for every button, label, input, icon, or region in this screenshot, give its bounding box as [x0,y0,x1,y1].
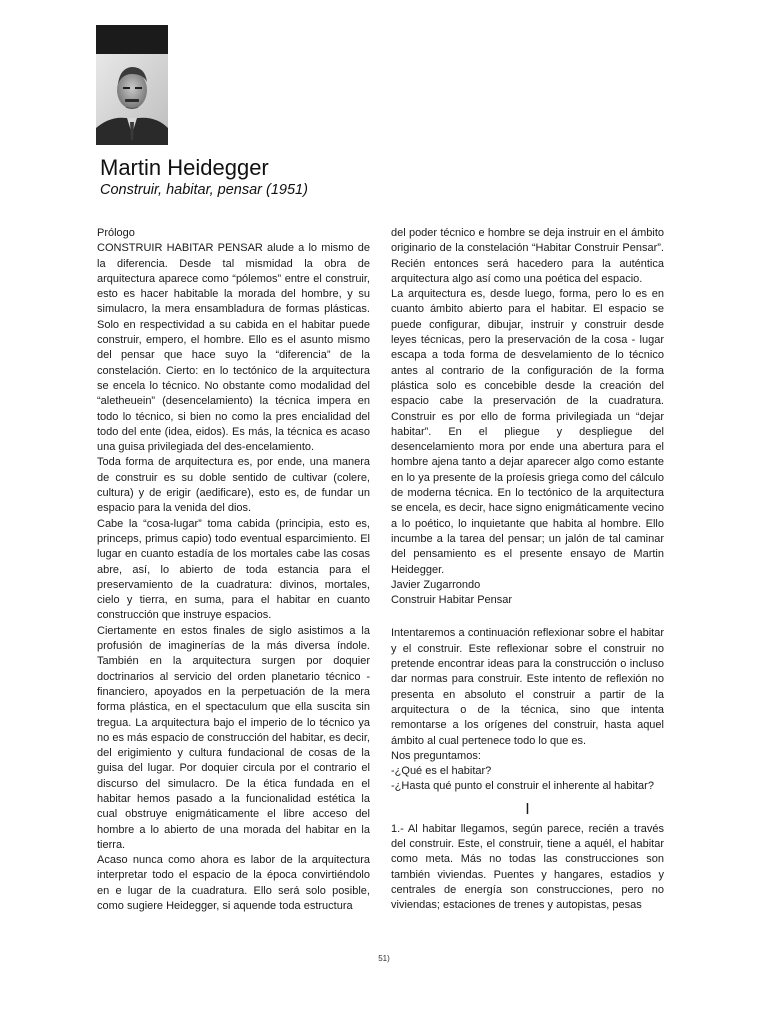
title-block [100,155,308,199]
paragraph: La arquitectura es, desde luego, forma, pero lo es en cuanto ámbito abierto para el habitar. El espacio se puede configurar, dibujar, instruir y construir desde leyes técnicas, pero la preservación de la cosa - lugar escapa a toda forma de desvelamiento de lo técnico antes al contrario de la configuración de la forma plástica solo es concebible desde la creación del espacio cabe la preservación de la cuadratura. Construir es por ello de forma privilegiada un “dejar habitar”. En el pliegue y despliegue del desencelamiento mora por ende una abertura para el hombre ajena tanto a dejar aparecer algo como estante en lo ya presente de la proíesis griega como del cálculo de moderna técnica. En lo tectónico de la arquitectura se encela, es decir, hace signo enigmáticamente vecino a lo poético, lo inquietante que habita al hombre. Ello incumbe a la tarea del pensar; un jalón de tal caminar del pensamiento es el presente ensayo de Martin Heidegger. [391,288,664,576]
paragraph: Cabe la “cosa-lugar” toma cabida (principia, esto es, princeps, primus capio) todo eventual esparcimiento. El lugar en cuanto estadía de los mortales cabe las cosas abre, así, lo abierto de toda estancia para el preservamiento de la cuadratura: divinos, mortales, cielo y tierra, en suma, para el habitar en cuanto construcción que instruye espacios. [97,517,370,622]
paragraph: 1.- Al habitar llegamos, según parece, recién a través del construir. Este, el construir, tiene a aquél, el habitar como meta. Más no todas las construcciones son también viviendas. Puentes y hangares, estadios y centrales de energía son construcciones, pero no viviendas; estaciones de trenes y autopistas, pesas [391,822,664,912]
page-number: 51) [378,954,390,963]
paragraph: Acaso nunca como ahora es labor de la arquitectura interpretar todo el espacio de la época convirtiéndolo en e lugar de la cuadratura. Ello será solo posible, como sugiere Heidegger, si aquende toda estructura [97,854,370,913]
essay-subtitle: Construir, habitar, pensar (1951) [100,182,308,198]
paragraph: Nos preguntamos: [391,749,481,762]
essay-title-line: Construir Habitar Pensar [391,594,513,607]
signature-name: Javier Zugarrondo [391,578,481,591]
left-column [97,226,370,914]
paragraph: Intentaremos a continuación reflexionar sobre el habitar y el construir. Este reflexionar sobre el construir no pretende encontrar ideas para la construcción o incluso dar normas para construir. Este intento de reflexión no presenta en absoluto el construir a partir de la arquitectura o de la técnica, sino que intenta remontarse a los orígenes del construir, hasta aquel ámbito al cual pertenece todo lo que es. [391,627,664,747]
paragraph: CONSTRUIR HABITAR PENSAR alude a lo mismo de la diferencia. Desde tal mismidad la obra de arquitectura aparece como “pólemos” entre el construir, esto es hacer habitable la morada del hombre, y su simulacro, la mera ensambladura de formas plásticas. Solo en respectividad a su cabida en el habitar puede construir, empero, el hombre. Ello es el asunto mismo del pensar que hace suyo la “diferencia” de la constelación. Cierto: en lo tectónico de la arquitectura se encela lo técnico. No obstante como modalidad del “aletheuein” (desencelamiento) la técnica impera en todo lo técnico, si bien no como la pres encialidad del todo del ente (idea, eidos). Es más, la técnica es acaso una guisa privilegiada del des-encelamiento. [97,242,370,454]
author-name: Martin Heidegger [100,155,269,180]
paragraph: Toda forma de arquitectura es, por ende, una manera de construir es su doble sentido de cultivar (colere, cultura) y de erigir (aedificare), esto es, de fundar un espacio para la venida del dios. [97,456,370,515]
paragraph: Ciertamente en estos finales de siglo asistimos a la profusión de imaginerías de la más diversa índole. También en la arquitectura surgen por doquier doctrinarios al servicio del orden planetario técnico - financiero, apoyados en la perpetuación de la mera forma plástica, en el spectaculum que ella suscita sin tregua. La arquitectura bajo el imperio de lo técnico ya no es más espacio de construcción del habitar, es decir, del erigimiento y cultura fundacional de cosas de la guisa del lugar. Por doquier circula por el contrario el discurso del simulacro. De la ética fundada en el habitar hemos pasado a la funcionalidad estética la cual obstruye enigmáticamente el libre acceso del hombre a lo abierto de una morada del habitar en la tierra. [97,624,370,851]
prologue-heading: Prólogo [97,227,135,239]
author-portrait [96,54,168,145]
section-numeral: I [525,800,530,818]
question: -¿Hasta qué punto el construir el inherente al habitar? [391,780,654,793]
question: -¿Qué es el habitar? [391,765,492,778]
right-column [391,226,664,913]
paragraph: del poder técnico e hombre se deja instruir en el ámbito originario de la constelación “Habitar Construir Pensar”. Recién entonces será hacedero para la auténtica arquitectura algo así como una poética del espacio. [391,227,664,285]
spacer [391,608,664,626]
